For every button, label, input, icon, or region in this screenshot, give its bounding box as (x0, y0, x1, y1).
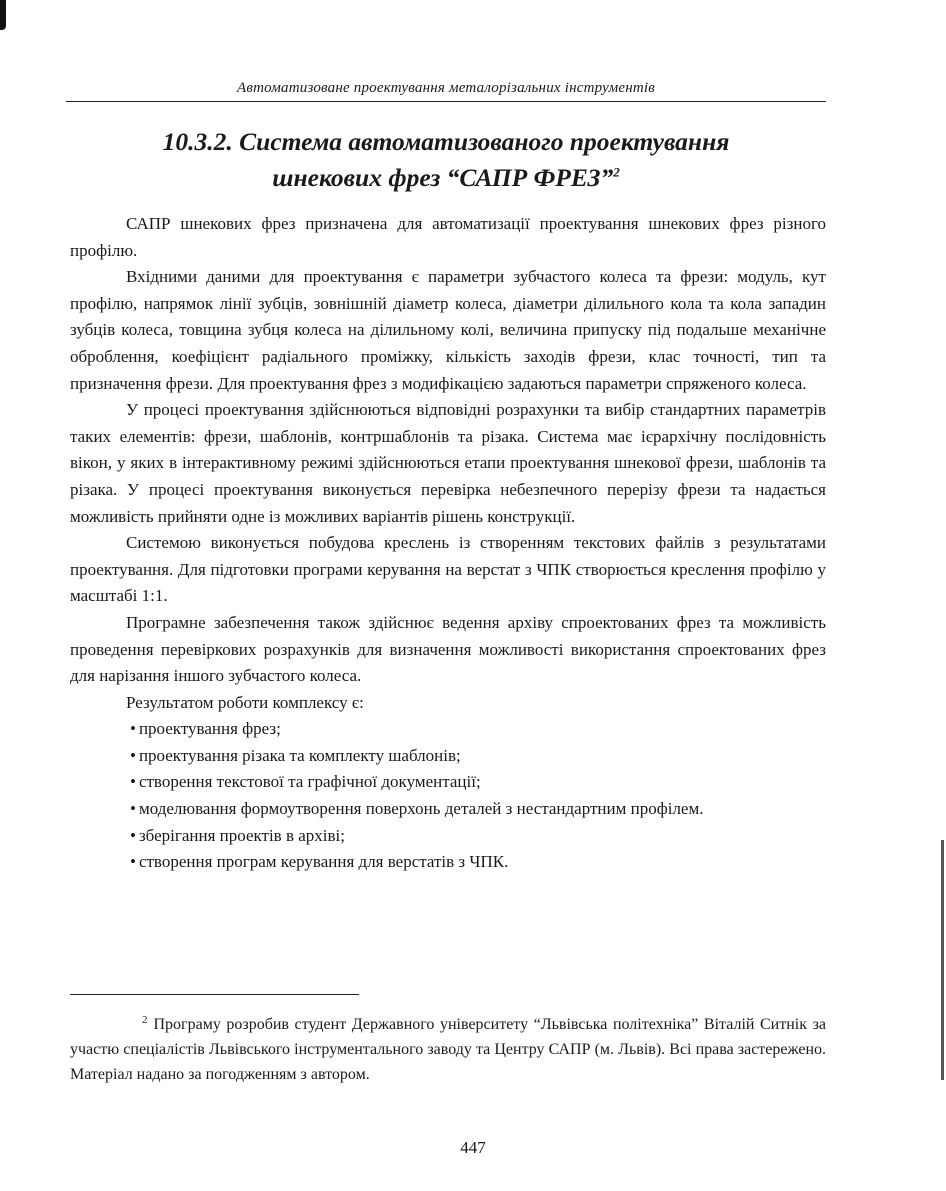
paragraph: Системою виконується побудова креслень із створенням текстових файлів з результатами проектування. Для підготовки програми керування на верстат з ЧПК створюється креслення профілю у масштабі 1:1. (70, 533, 826, 606)
list-item (70, 743, 826, 770)
list-item-text: створення програм керування для верстатів з ЧПК. (138, 852, 509, 872)
footnote-text: Програму розробив студент Державного університету “Львівська політехніка” Віталій Ситнік за участю спеціалістів Львівського інструментального заводу та Центру САПР (м. Львів). Всі права застережено. Матеріал надано за погодженням з автором. (70, 1016, 826, 1083)
section-title-line-1: 10.3.2. Система автоматизованого проектування (162, 127, 730, 156)
list-item (70, 849, 826, 876)
running-head: Автоматизоване проектування металорізальних інструментів (237, 80, 655, 96)
scan-edge-mark (941, 840, 944, 1080)
bullet-icon: • (130, 799, 136, 819)
list-item-text: зберігання проектів в архіві; (138, 825, 345, 845)
bullet-icon: • (130, 719, 136, 739)
title-footnote-mark: 2 (613, 164, 620, 180)
paragraph: Результатом роботи комплексу є: (126, 692, 364, 712)
body-text (70, 211, 826, 876)
list-item-text: моделювання формоутворення поверхонь деталей з нестандартним профілем. (138, 799, 704, 819)
section-title (66, 124, 826, 196)
list-item-text: створення текстової та графічної документації; (138, 772, 481, 792)
bullet-icon: • (130, 772, 136, 792)
footnote-divider (70, 994, 359, 995)
list-item (70, 796, 826, 823)
footnote-mark: 2 (142, 1013, 148, 1026)
list-item (70, 823, 826, 850)
paragraph: Вхідними даними для проектування є параметри зубчастого колеса та фрези: модуль, кут профілю, напрямок лінії зубців, зовнішній діаметр колеса, діаметри ділильного кола та кола западин зубців колеса, товщина зубця колеса на ділильному колі, величина припуску під подальше механічне оброблення, коефіцієнт радіального проміжку, кількість заходів фрези, клас точності, тип та призначення фрези. Для проектування фрез з модифікацією задаються параметри спряженого колеса. (70, 267, 826, 393)
page-number: 447 (460, 1138, 486, 1157)
paragraph: Програмне забезпечення також здійснює ведення архіву спроектованих фрез та можливість проведення перевіркових розрахунків для визначення можливості використання спроектованих фрез для нарізання іншого зубчастого колеса. (70, 612, 826, 686)
list-item-text: проектування фрез; (138, 719, 281, 739)
bullet-icon: • (130, 852, 136, 872)
list-item (70, 769, 826, 796)
bullet-icon: • (130, 825, 136, 845)
section-title-line-2 (66, 160, 826, 196)
header-divider (66, 101, 826, 102)
bullet-icon: • (130, 745, 136, 765)
results-list (70, 716, 826, 876)
scan-edge-mark (0, 0, 6, 30)
list-item (70, 716, 826, 743)
section-title-line-2-text: шнекових фрез “САПР ФРЕЗ” (272, 163, 614, 192)
paragraph: У процесі проектування здійснюються відповідні розрахунки та вибір стандартних параметрів таких елементів: фрези, шаблонів, контршаблонів та різака. Система має ієрархічну послідовність вікон, у яких в інтерактивному режимі здійснюються етапи проектування шнекової фрези, шаблонів та різака. У процесі проектування виконується перевірка небезпечного перерізу фрези та надається можливість прийняти одне із можливих варіантів рішень конструкції. (70, 400, 826, 526)
footnote (70, 1012, 826, 1087)
paragraph: САПР шнекових фрез призначена для автоматизації проектування шнекових фрез різного профілю. (70, 214, 826, 260)
list-item-text: проектування різака та комплекту шаблонів; (138, 745, 461, 765)
